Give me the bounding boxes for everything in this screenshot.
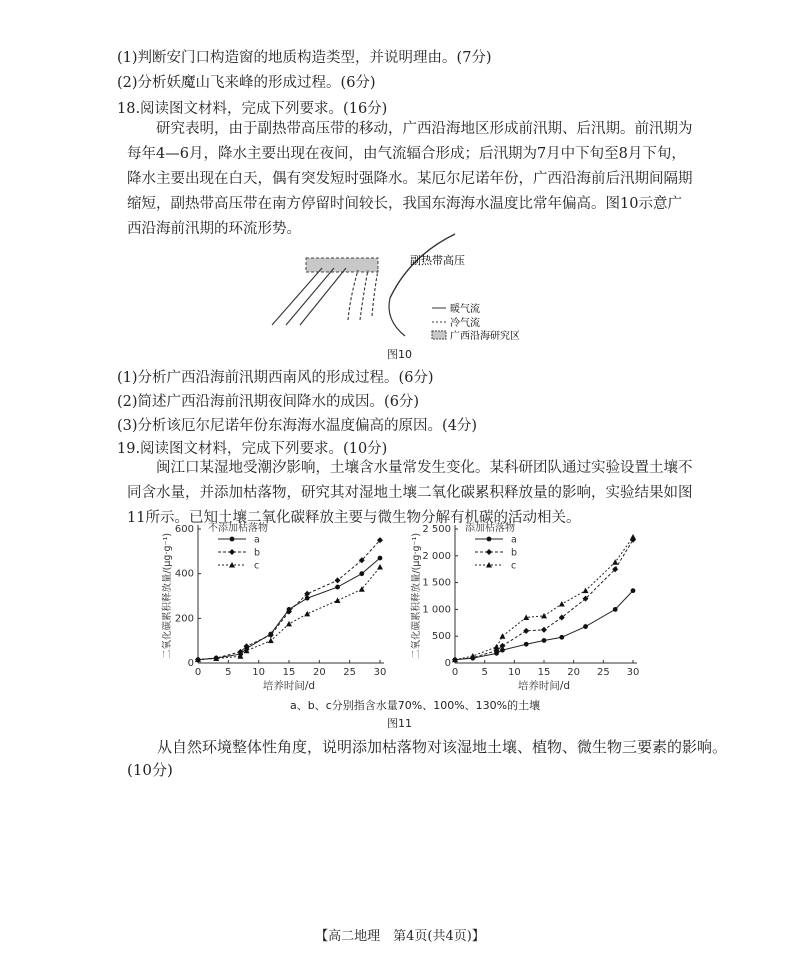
point-a [559, 635, 564, 640]
x-tick-label: 5 [225, 667, 232, 678]
q19-score: (10分) [127, 761, 173, 779]
x-axis-label: 培养时间/d [262, 680, 316, 692]
point-b [541, 627, 547, 633]
legend-marker-b [486, 549, 492, 555]
legend-label-a: a [254, 534, 260, 546]
x-tick-label: 0 [451, 667, 459, 678]
legend-label-a: a [511, 534, 517, 546]
point-c [630, 534, 636, 540]
chart-with-litter [395, 515, 655, 695]
x-axis-label: 培养时间/d [517, 680, 571, 692]
x-tick-label: 5 [481, 667, 488, 678]
figure-10-caption: 图10 [387, 348, 412, 361]
point-c [559, 601, 565, 607]
y-axis-label: 二氧化碳累积释放量/(μg·g⁻¹) [162, 532, 173, 660]
q19-material: 闽江口某湿地受潮汐影响，土壤含水量常发生变化。某科研团队通过实验设置土壤不同含水量，并添加枯落物，研究其对湿地土壤二氧化碳累积释放量的影响，实验结果如图11所示。已知土壤二氧化碳释放主要与微生物分解有机碳的活动相关。 [127, 460, 693, 526]
legend-label-c: c [254, 560, 260, 572]
point-c [583, 588, 589, 594]
y-tick-label: 600 [174, 524, 194, 535]
x-tick-label: 30 [373, 667, 387, 678]
legend-marker-a [487, 537, 492, 542]
cold-flow-line [360, 270, 368, 320]
x-tick-label: 30 [626, 667, 640, 678]
x-tick-label: 25 [596, 667, 610, 678]
warm-flow-line [272, 268, 322, 325]
q18-sub1: (1)分析广西沿海前汛期西南风的形成过程。(6分) [117, 370, 434, 386]
point-c [335, 597, 341, 603]
page-footer: 【高二地理 第4页(共4页)】 [315, 929, 485, 944]
legend-marker-b [229, 549, 235, 555]
point-c [377, 564, 383, 570]
legend-label-b: b [254, 547, 261, 559]
point-a [613, 607, 618, 612]
point-b [335, 577, 341, 583]
x-tick-label: 10 [252, 667, 266, 678]
x-tick-label: 0 [194, 667, 202, 678]
q18-sub3: (3)分析该厄尔尼诺年份东海海水温度偏高的原因。(4分) [117, 418, 478, 434]
y-tick-label: 2 000 [422, 550, 451, 562]
chart-title: 不添加枯落物 [208, 523, 268, 534]
q17-sub1: (1)判断安门口构造窗的地质构造类型，并说明理由。(7分) [117, 50, 492, 66]
point-a [542, 638, 547, 643]
y-tick-label: 0 [187, 658, 194, 669]
point-c [304, 611, 310, 617]
legend-label-b: b [511, 547, 518, 559]
x-tick-label: 20 [567, 667, 581, 678]
research-area [306, 258, 378, 272]
point-a [583, 624, 588, 629]
y-tick-label: 1 000 [422, 604, 451, 616]
series-line-b [198, 540, 380, 659]
series-line-a [455, 591, 633, 660]
point-a [631, 588, 636, 593]
legend-warm: 暖气流 [450, 304, 480, 315]
y-tick-label: 500 [431, 631, 451, 643]
y-tick-label: 200 [174, 613, 194, 625]
y-tick-label: 400 [174, 568, 194, 580]
point-c [470, 653, 476, 659]
q19-heading: 19.阅读图文材料，完成下列要求。(10分) [117, 441, 388, 457]
x-tick-label: 15 [537, 667, 551, 678]
cold-flow-line [372, 270, 378, 316]
y-tick-label: 0 [444, 658, 451, 669]
legend-area-symbol [432, 331, 446, 339]
warm-flow-line [300, 268, 346, 325]
x-tick-label: 25 [343, 667, 357, 678]
q18-heading: 18.阅读图文材料，完成下列要求。(16分) [117, 101, 388, 117]
q18-material: 研究表明，由于副热带高压带的移动，广西沿海地区形成前汛期、后汛期。前汛期为每年4—6月，降水主要出现在夜间，由气流辐合形成；后汛期为7月中下旬至8月下旬，降水主要出现在白天，偶有突发短时强降水。某厄尔尼诺年份，广西沿海前后汛期间隔期缩短，副热带高压带在南方停留时间较长，我国东海海水温度比常年偏高。图10示意广西沿海前汛期的环流形势。 [127, 121, 693, 237]
point-c [286, 621, 292, 627]
point-b [523, 628, 529, 634]
warm-flow-line [286, 268, 334, 325]
chart-no-litter [150, 515, 400, 695]
high-pressure-label [410, 253, 465, 267]
q19-question: 从自然环境整体性角度，说明添加枯落物对该湿地土壤、植物、微生物三要素的影响。 [157, 738, 728, 756]
point-c [499, 633, 505, 639]
legend-marker-a [230, 537, 235, 542]
figure-11-caption: 图11 [387, 717, 412, 730]
point-a [524, 642, 529, 647]
chart-title: 添加枯落物 [465, 523, 515, 534]
q17-sub2: (2)分析妖魔山飞来峰的形成过程。(6分) [117, 75, 376, 91]
legend-cold: 冷气流 [450, 318, 480, 329]
point-a [378, 556, 383, 561]
y-axis-label: 二氧化碳累积释放量/(μg·g⁻¹) [411, 532, 422, 660]
legend-note: a、b、c分别指含水量70%、100%、130%的土壤 [290, 699, 541, 712]
legend-label-c: c [511, 560, 517, 572]
x-tick-label: 15 [282, 667, 296, 678]
x-tick-label: 10 [507, 667, 521, 678]
figure-10 [260, 228, 560, 343]
high-pressure-text: 副热带高压 [410, 254, 465, 267]
y-tick-label: 1 500 [422, 577, 451, 589]
x-tick-label: 20 [312, 667, 326, 678]
legend-area: 广西沿海研究区 [450, 331, 520, 342]
cold-flow-line [348, 270, 358, 320]
point-c [494, 644, 500, 650]
point-a [359, 571, 364, 576]
point-a [335, 585, 340, 590]
q18-sub2: (2)简述广西沿海前汛期夜间降水的成因。(6分) [117, 394, 420, 410]
y-tick-label: 2 500 [422, 524, 451, 535]
